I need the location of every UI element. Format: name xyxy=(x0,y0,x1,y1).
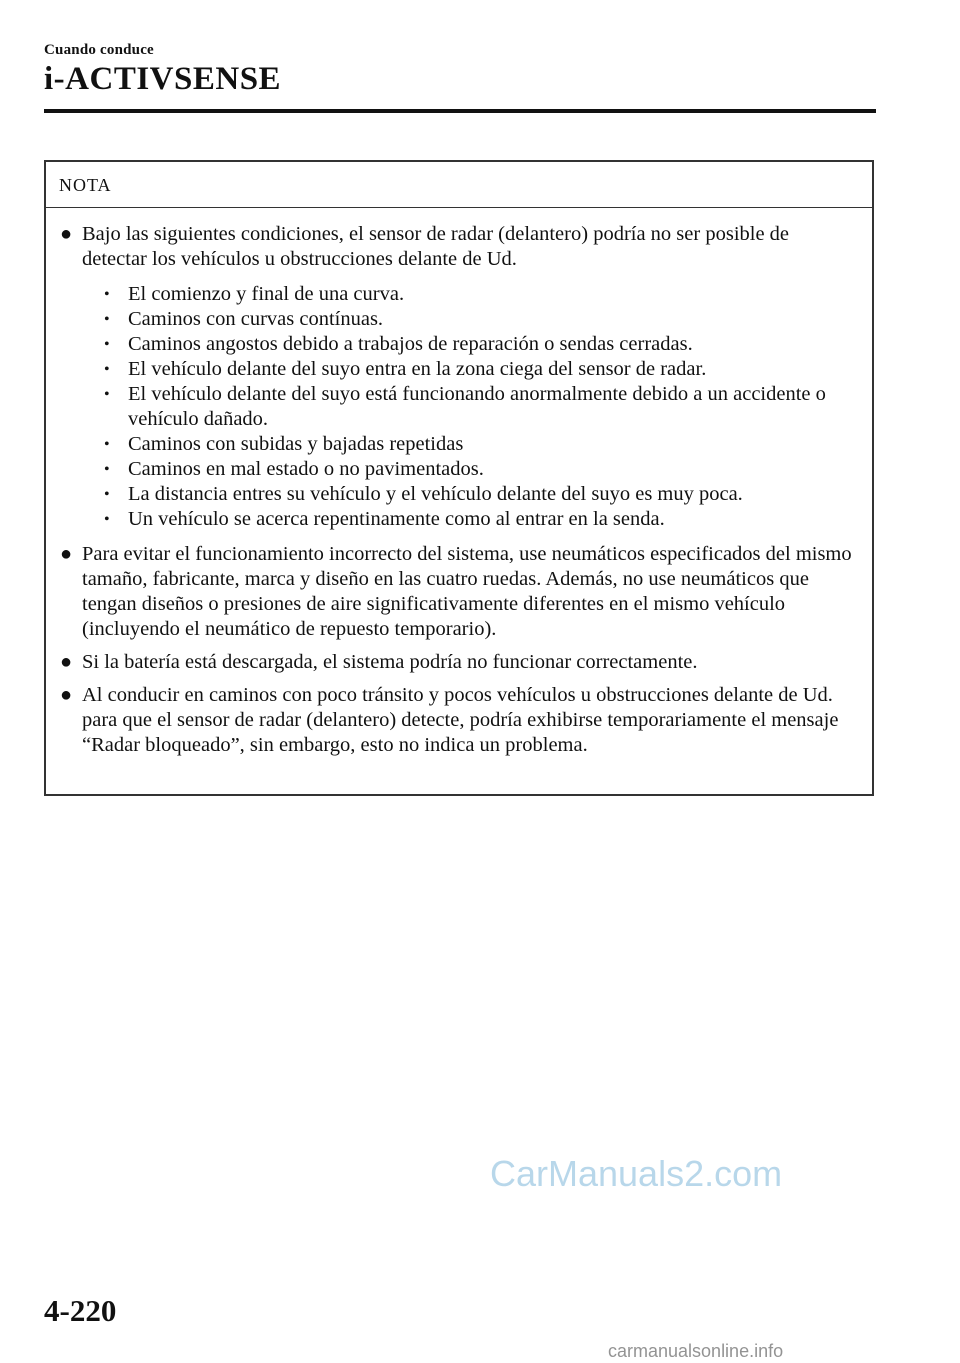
note-box xyxy=(44,160,874,796)
sub-item xyxy=(104,332,858,357)
footer-watermark: carmanualsonline.info xyxy=(608,1341,784,1361)
sub-bullet-icon: • xyxy=(104,336,110,353)
bullet-text: Si la batería está descargada, el sistema podría no funcionar correctamente. xyxy=(82,651,698,673)
note-heading: NOTA xyxy=(46,162,872,208)
sub-item xyxy=(104,482,858,507)
header-rule xyxy=(44,109,876,113)
sub-item-text: Un vehículo se acerca repentinamente como al entrar en la senda. xyxy=(128,508,665,530)
sub-item-text: La distancia entres su vehículo y el vehículo delante del suyo es muy poca. xyxy=(128,483,743,505)
sub-item xyxy=(104,282,858,307)
sub-bullet-icon: • xyxy=(104,486,110,503)
sub-item xyxy=(104,507,858,532)
sub-item xyxy=(104,382,858,432)
note-bullet xyxy=(60,650,858,675)
sub-item-text: Caminos angostos debido a trabajos de reparación o sendas cerradas. xyxy=(128,333,693,355)
bullet-text: Al conducir en caminos con poco tránsito y pocos vehículos u obstrucciones delante de Ud. para que el sensor de radar (delantero) detecte, podría exhibirse temporariamente el mensaje “Radar bloqueado”, sin embargo, esto no indica un problema. xyxy=(82,684,839,756)
page-number: 4-220 xyxy=(44,1293,117,1328)
note-bullet xyxy=(60,542,858,642)
bullet-text: Bajo las siguientes condiciones, el sensor de radar (delantero) podría no ser posible de detectar los vehículos u obstrucciones delante de Ud. xyxy=(82,223,790,270)
sub-item-text: Caminos con subidas y bajadas repetidas xyxy=(128,433,464,455)
bullet-icon: ● xyxy=(60,651,73,673)
note-bullet xyxy=(60,683,858,758)
sub-bullet-icon: • xyxy=(104,461,110,478)
sub-bullet-icon: • xyxy=(104,311,110,328)
bullet-text: Para evitar el funcionamiento incorrecto del sistema, use neumáticos especificados del mismo tamaño, fabricante, marca y diseño en las cuatro ruedas. Además, no use neumáticos que tengan diseños o presiones de aire significativamente diferentes en el mismo vehículo (incluyendo el neumático de repuesto temporario). xyxy=(82,543,852,640)
sub-item-text: El comienzo y final de una curva. xyxy=(128,283,405,305)
note-bullet xyxy=(60,222,858,534)
watermark: CarManuals2.com xyxy=(490,1153,783,1194)
bullet-icon: ● xyxy=(60,684,73,706)
sub-item xyxy=(104,432,858,457)
sub-item-text: El vehículo delante del suyo está funcionando anormalmente debido a un accidente o vehículo dañado. xyxy=(128,383,826,430)
sub-bullet-icon: • xyxy=(104,436,110,453)
chapter-title: i-ACTIVSENSE xyxy=(44,61,282,97)
section-label: Cuando conduce xyxy=(44,42,154,58)
sub-item xyxy=(104,357,858,382)
sub-item-text: Caminos con curvas contínuas. xyxy=(128,308,384,330)
sub-item xyxy=(104,307,858,332)
bullet-icon: ● xyxy=(60,223,73,245)
sub-bullet-icon: • xyxy=(104,361,110,378)
sub-bullet-icon: • xyxy=(104,511,110,528)
sub-item-text: El vehículo delante del suyo entra en la zona ciega del sensor de radar. xyxy=(128,358,707,380)
bullet-icon: ● xyxy=(60,543,73,565)
sub-list xyxy=(82,282,858,532)
sub-item-text: Caminos en mal estado o no pavimentados. xyxy=(128,458,484,480)
sub-bullet-icon: • xyxy=(104,286,110,303)
note-body xyxy=(46,208,872,758)
sub-bullet-icon: • xyxy=(104,386,110,403)
sub-item xyxy=(104,457,858,482)
